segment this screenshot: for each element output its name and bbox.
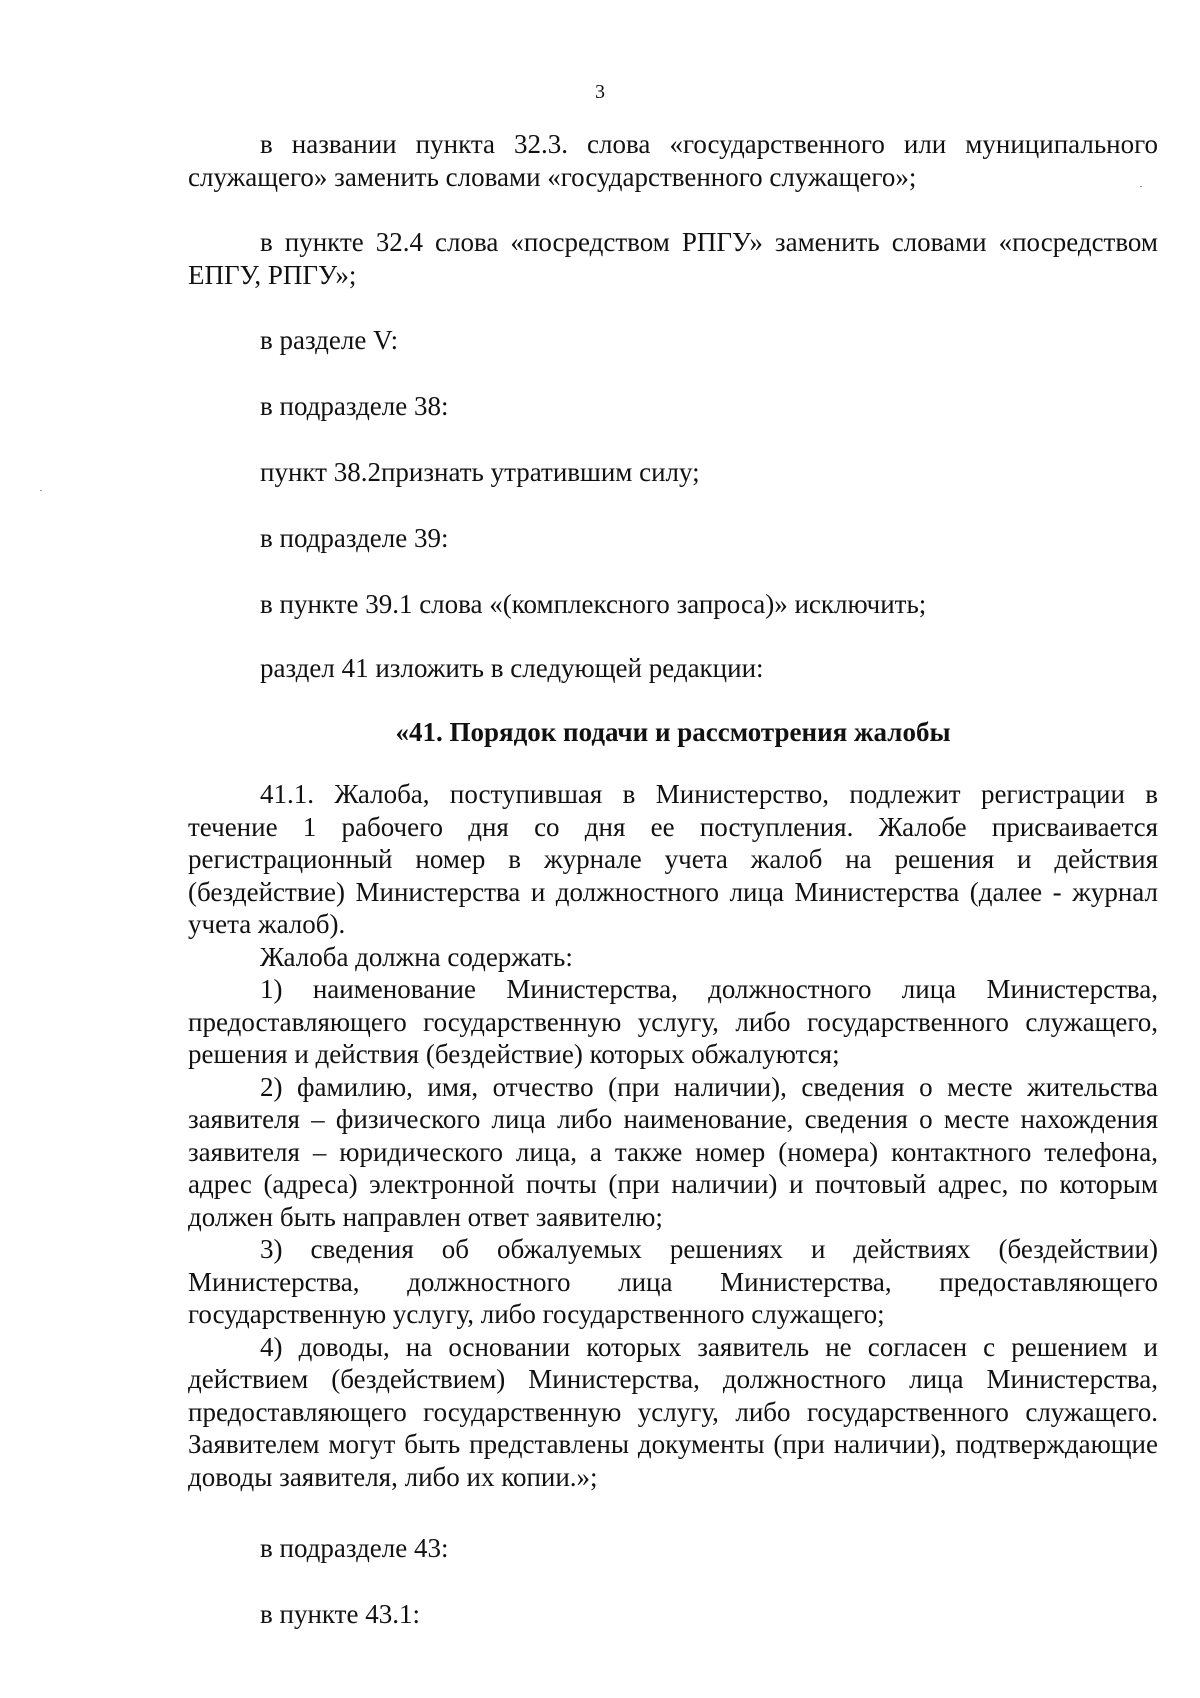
- paragraph-subsection-43: в подразделе 43:: [260, 1533, 449, 1563]
- section-41-body: [188, 778, 1158, 1493]
- scan-artifact: [1140, 186, 1142, 187]
- section-41-heading: «41. Порядок подачи и рассмотрения жалобы: [395, 717, 951, 747]
- paragraph-32-3: в названии пункта 32.3. слова «государственного или муниципального служащего» заменить словами «государственного служащего»;: [188, 129, 1158, 192]
- item-4: 4) доводы, на основании которых заявитель не согласен с решением и действием (бездействием) Министерства, должностного лица Министерства, предоставляющего государственную услугу, либо государственного служащего. Заявителем могут быть представлены документы (при наличии), подтверждающие доводы заявителя, либо их копии.»;: [188, 1331, 1158, 1492]
- item-1: 1) наименование Министерства, должностного лица Министерства, предоставляющего государственную услугу, либо государственного служащего, решения и действия (бездействие) которых обжалуются;: [188, 974, 1158, 1069]
- page-number: 3: [595, 81, 605, 103]
- paragraph-32-4: в пункте 32.4 слова «посредством РПГУ» заменить словами «посредством ЕПГУ, РПГУ»;: [188, 227, 1158, 290]
- paragraph-38-2: пункт 38.2признать утратившим силу;: [260, 457, 700, 487]
- item-3: 3) сведения об обжалуемых решениях и действиях (бездействии) Министерства, должностного лица Министерства, предоставляющего государственную услугу, либо государственного служащего;: [188, 1234, 1158, 1329]
- item-2: 2) фамилию, имя, отчество (при наличии), сведения о месте жительства заявителя – физического лица либо наименование, сведения о месте нахождения заявителя – юридического лица, а также номер (номера) контактного телефона, адрес (адреса) электронной почты (при наличии) и почтовый адрес, по которым должен быть направлен ответ заявителю;: [188, 1071, 1158, 1232]
- paragraph-43-1: в пункте 43.1:: [260, 1599, 420, 1629]
- item-41-1: 41.1. Жалоба, поступившая в Министерство, подлежит регистрации в течение 1 рабочего дня со дня ее поступления. Жалобе присваивается регистрационный номер в журнале учета жалоб на решения и действия (бездействие) Министерства и должностного лица Министерства (далее - журнал учета жалоб).: [188, 779, 1158, 939]
- paragraph-subsection-39: в подразделе 39:: [260, 523, 449, 553]
- paragraph-section-v: в разделе V:: [260, 325, 399, 355]
- scan-artifact: [40, 490, 42, 491]
- item-complaint-contents: Жалоба должна содержать:: [260, 941, 573, 972]
- paragraph-section-41-intro: раздел 41 изложить в следующей редакции:: [260, 653, 764, 683]
- paragraph-subsection-38: в подразделе 38:: [260, 391, 449, 421]
- paragraph-39-1: в пункте 39.1 слова «(комплексного запроса)» исключить;: [260, 589, 927, 619]
